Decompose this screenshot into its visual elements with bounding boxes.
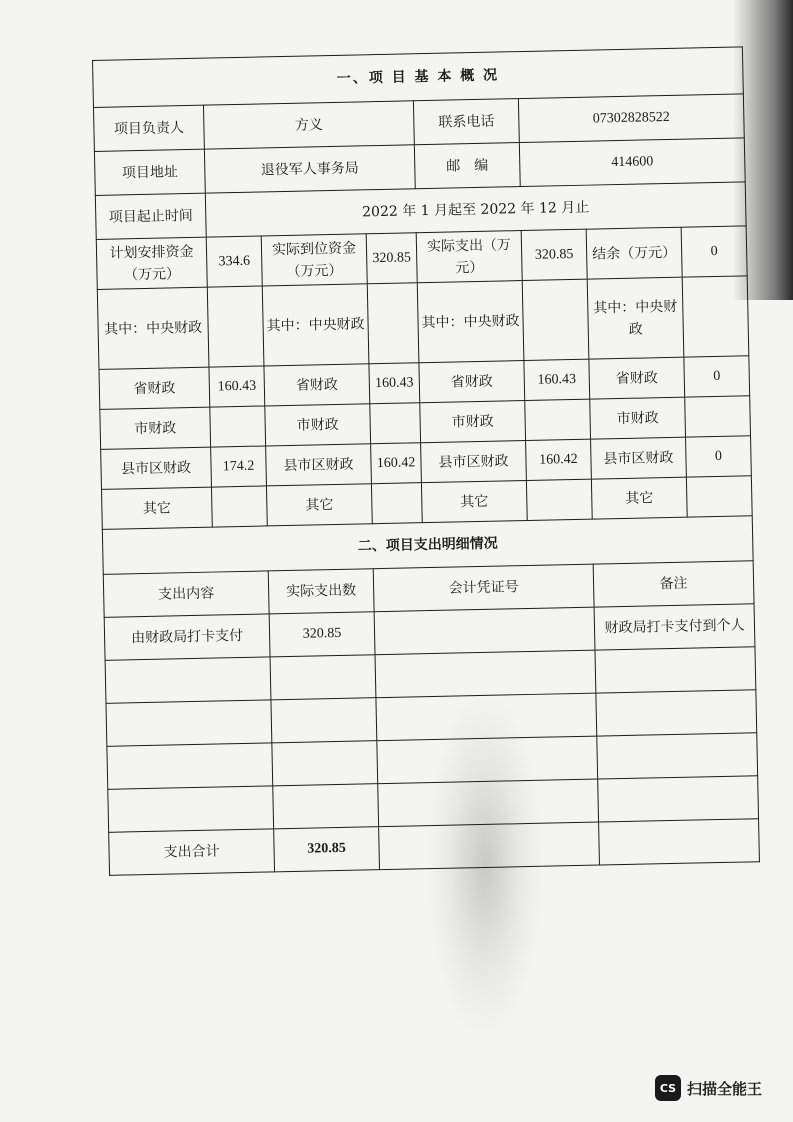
funds-cell-label: 其它 [101,487,212,529]
detail-header-content: 支出内容 [103,571,269,617]
funds-cell-value [522,279,589,360]
funds-cell-value [211,486,267,527]
plan-funds-value: 334.6 [206,236,262,287]
funds-cell-label: 县市区财政 [421,441,527,483]
funds-cell-label: 县市区财政 [101,447,212,489]
camscanner-logo-icon: CS [655,1075,681,1101]
detail-cell [377,736,598,784]
detail-header-remark: 备注 [593,561,754,607]
funds-cell-label: 市财政 [420,401,526,443]
postcode-value: 414600 [519,138,745,187]
funds-row-central [97,276,749,370]
funds-cell-value: 160.43 [209,366,265,407]
total-value: 320.85 [274,827,380,872]
section1-title: 一、项 目 基 本 概 况 [93,47,744,108]
funds-cell-label: 其中：中央财政 [417,281,524,363]
plan-funds-label: 计划安排资金（万元） [96,237,207,289]
detail-cell [596,690,757,736]
funds-cell-label: 市财政 [265,404,371,446]
address-label: 项目地址 [94,149,205,195]
funds-cell-value: 160.42 [526,439,592,480]
funds-cell-value [682,276,749,357]
funds-cell-label: 省财政 [264,364,370,406]
detail-cell [273,784,379,829]
funds-cell-value [367,283,419,364]
detail-cell [272,741,378,786]
funds-cell-label: 省财政 [419,361,525,403]
funds-cell-value [525,399,591,440]
received-funds-label: 实际到位资金（万元） [261,234,367,286]
section2-title: 二、项目支出明细情况 [102,516,753,575]
period-value: 2022 年 1 月起至 2022 年 12 月止 [205,182,746,237]
detail-cell [105,657,271,703]
address-value: 退役军人事务局 [204,145,415,193]
funds-cell-value [370,403,421,444]
funds-cell-value [526,479,592,520]
detail-cell [270,655,376,700]
detail-cell [378,779,599,827]
project-form-table [92,46,760,875]
detail-cell: 由财政局打卡支付 [104,614,270,660]
spent-funds-label: 实际支出（万元） [416,231,522,283]
funds-cell-value: 160.42 [371,443,422,484]
funds-cell-label: 其中：中央财政 [587,277,684,359]
detail-cell [375,650,596,698]
funds-cell-label: 县市区财政 [266,444,372,486]
detail-cell: 320.85 [269,612,375,657]
detail-cell: 财政局打卡支付到个人 [594,604,755,650]
funds-cell-value [371,483,422,524]
detail-header-voucher: 会计凭证号 [373,564,594,612]
spent-funds-value: 320.85 [521,229,587,280]
total-remark-cell [599,819,760,865]
balance-value: 0 [681,226,747,277]
funds-cell-label: 县市区财政 [591,437,687,479]
detail-cell [597,733,758,779]
period-label: 项目起止时间 [95,193,206,239]
scanner-watermark [655,1075,762,1101]
phone-value: 07302828522 [518,94,744,143]
detail-cell [271,698,377,743]
funds-cell-value: 174.2 [211,446,267,487]
detail-cell [106,700,272,746]
funds-cell-label: 市财政 [100,407,211,449]
funds-cell-label: 其中：中央财政 [262,284,369,366]
funds-cell-value [685,396,751,437]
detail-cell [598,776,759,822]
funds-cell-label: 其中：中央财政 [97,287,209,369]
funds-cell-label: 其它 [591,477,687,519]
funds-cell-value: 0 [686,436,752,477]
funds-cell-label: 其它 [266,484,372,526]
funds-cell-label: 市财政 [590,397,686,439]
funds-cell-label: 其它 [421,480,527,522]
manager-value: 方义 [203,101,414,149]
funds-cell-value [207,286,264,367]
detail-cell [107,743,273,789]
manager-label: 项目负责人 [93,105,204,151]
phone-label: 联系电话 [413,99,519,145]
watermark-text: 扫描全能王 [687,1079,763,1098]
detail-cell [376,693,597,741]
detail-cell [595,647,756,693]
balance-label: 结余（万元） [586,227,682,279]
funds-cell-value: 160.43 [524,359,590,400]
funds-cell-value: 160.43 [369,363,420,404]
total-label: 支出合计 [109,829,275,875]
funds-cell-value [210,406,266,447]
detail-header-amount: 实际支出数 [268,569,374,614]
detail-cell [374,607,595,655]
postcode-label: 邮 编 [414,143,520,189]
funds-cell-label: 省财政 [99,367,210,409]
detail-cell [108,786,274,832]
funds-cell-value: 0 [684,356,750,397]
funds-cell-label: 省财政 [589,357,685,399]
total-voucher-cell [379,822,600,870]
received-funds-value: 320.85 [366,233,417,284]
funds-cell-value [686,476,752,517]
